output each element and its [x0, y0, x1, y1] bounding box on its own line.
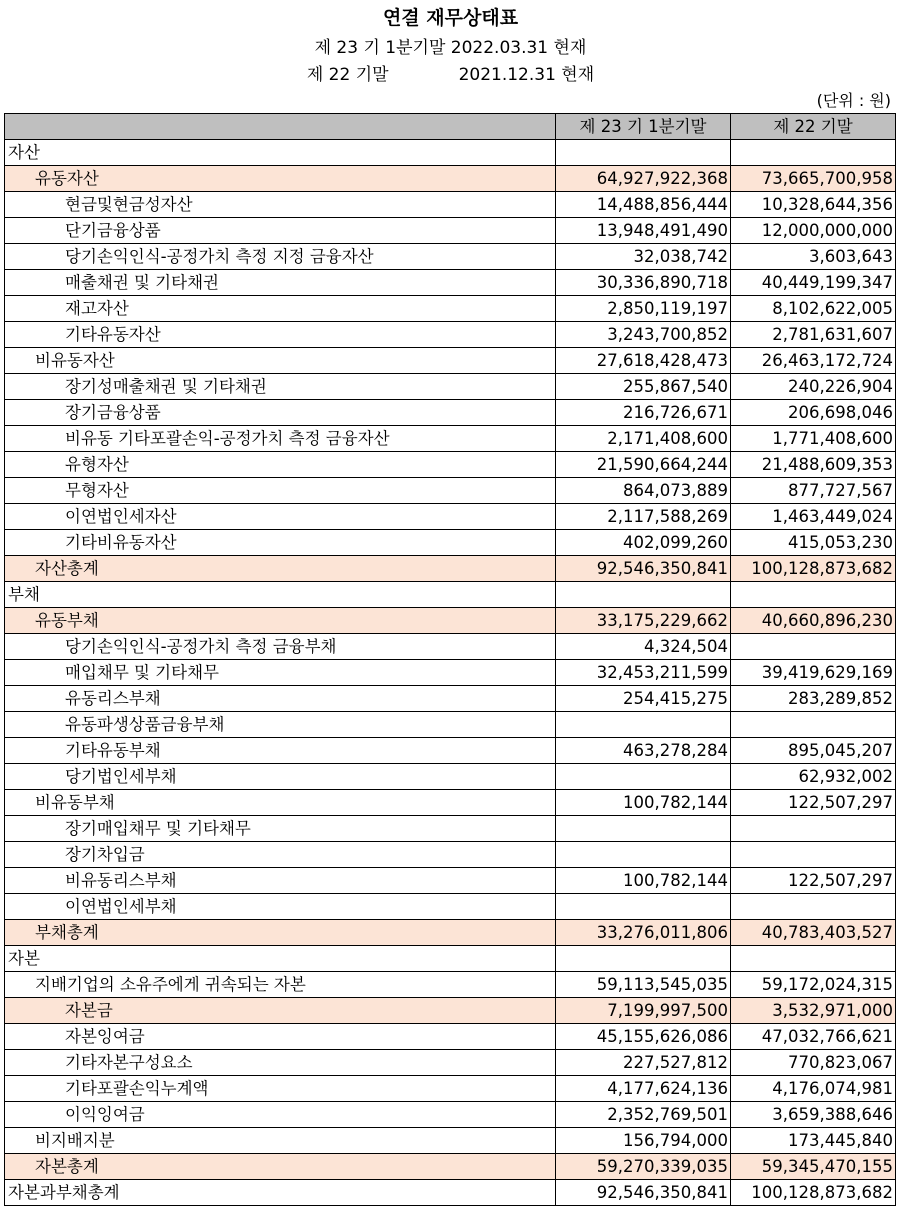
prior-period-value [731, 816, 896, 842]
prior-period-value: 100,128,873,682 [731, 556, 896, 582]
prior-period-value: 283,289,852 [731, 686, 896, 712]
prior-period-value: 770,823,067 [731, 1050, 896, 1076]
table-row [5, 374, 896, 400]
table-row [5, 712, 896, 738]
prior-period-value: 73,665,700,958 [731, 166, 896, 192]
current-period-value: 156,794,000 [556, 1128, 731, 1154]
prior-period-value: 2,781,631,607 [731, 322, 896, 348]
prior-period-value: 3,603,643 [731, 244, 896, 270]
current-period-value: 100,782,144 [556, 868, 731, 894]
header-current-period: 제 23 기 1분기말 [556, 114, 731, 140]
prior-period-value: 62,932,002 [731, 764, 896, 790]
table-row [5, 1050, 896, 1076]
table-row [5, 504, 896, 530]
row-label: 이연법인세자산 [5, 504, 556, 530]
prior-period-value: 1,463,449,024 [731, 504, 896, 530]
row-label: 매입채무 및 기타채무 [5, 660, 556, 686]
table-row [5, 634, 896, 660]
table-row [5, 1024, 896, 1050]
table-row [5, 426, 896, 452]
row-label: 비유동리스부채 [5, 868, 556, 894]
prior-period-value: 122,507,297 [731, 790, 896, 816]
prior-period-value: 21,488,609,353 [731, 452, 896, 478]
row-label: 단기금융상품 [5, 218, 556, 244]
period-prior [0, 60, 901, 85]
prior-period-value: 26,463,172,724 [731, 348, 896, 374]
period-prior-date: 2021.12.31 현재 [458, 65, 595, 85]
prior-period-value: 415,053,230 [731, 530, 896, 556]
table-row [5, 348, 896, 374]
row-label: 유형자산 [5, 452, 556, 478]
document-title: 연결 재무상태표 [382, 7, 519, 29]
prior-period-value: 877,727,567 [731, 478, 896, 504]
prior-period-value: 10,328,644,356 [731, 192, 896, 218]
row-label: 현금및현금성자산 [5, 192, 556, 218]
row-label: 부채총계 [5, 920, 556, 946]
prior-period-value: 40,449,199,347 [731, 270, 896, 296]
prior-period-value [731, 946, 896, 972]
table-row [5, 270, 896, 296]
prior-period-value: 12,000,000,000 [731, 218, 896, 244]
current-period-value [556, 764, 731, 790]
prior-period-value: 8,102,622,005 [731, 296, 896, 322]
prior-period-value: 59,172,024,315 [731, 972, 896, 998]
table-row [5, 998, 896, 1024]
prior-period-value [731, 842, 896, 868]
current-period-value: 27,618,428,473 [556, 348, 731, 374]
current-period-value: 4,324,504 [556, 634, 731, 660]
row-label: 당기손익인식-공정가치 측정 지정 금융자산 [5, 244, 556, 270]
current-period-value: 100,782,144 [556, 790, 731, 816]
current-period-value: 30,336,890,718 [556, 270, 731, 296]
row-label: 매출채권 및 기타채권 [5, 270, 556, 296]
row-label: 이연법인세부채 [5, 894, 556, 920]
table-row [5, 140, 896, 166]
current-period-value: 64,927,922,368 [556, 166, 731, 192]
current-period-value [556, 816, 731, 842]
prior-period-value: 3,659,388,646 [731, 1102, 896, 1128]
row-label: 장기금융상품 [5, 400, 556, 426]
table-row [5, 972, 896, 998]
row-label: 유동자산 [5, 166, 556, 192]
balance-sheet-table [4, 113, 896, 1206]
row-label: 장기성매출채권 및 기타채권 [5, 374, 556, 400]
row-label: 유동부채 [5, 608, 556, 634]
current-period-value: 4,177,624,136 [556, 1076, 731, 1102]
table-row [5, 400, 896, 426]
current-period-value: 463,278,284 [556, 738, 731, 764]
prior-period-value: 100,128,873,682 [731, 1180, 896, 1206]
row-label: 자본과부채총계 [5, 1180, 556, 1206]
table-row [5, 296, 896, 322]
prior-period-value: 206,698,046 [731, 400, 896, 426]
row-label: 무형자산 [5, 478, 556, 504]
current-period-value [556, 140, 731, 166]
period-current: 제 23 기 1분기말 2022.03.31 현재 [314, 38, 587, 58]
row-label: 재고자산 [5, 296, 556, 322]
table-row [5, 452, 896, 478]
row-label: 비유동부채 [5, 790, 556, 816]
table-row [5, 790, 896, 816]
current-period-value: 402,099,260 [556, 530, 731, 556]
table-row [5, 218, 896, 244]
current-period-value [556, 894, 731, 920]
prior-period-value: 1,771,408,600 [731, 426, 896, 452]
current-period-value [556, 842, 731, 868]
header-row [5, 114, 896, 140]
prior-period-value: 173,445,840 [731, 1128, 896, 1154]
row-label: 자본금 [5, 998, 556, 1024]
row-label: 자본 [5, 946, 556, 972]
current-period-value: 14,488,856,444 [556, 192, 731, 218]
table-row [5, 816, 896, 842]
current-period-value [556, 946, 731, 972]
prior-period-value: 122,507,297 [731, 868, 896, 894]
row-label: 부채 [5, 582, 556, 608]
current-period-value: 33,175,229,662 [556, 608, 731, 634]
current-period-value: 7,199,997,500 [556, 998, 731, 1024]
prior-period-value [731, 582, 896, 608]
table-row [5, 686, 896, 712]
current-period-value: 3,243,700,852 [556, 322, 731, 348]
table-row [5, 842, 896, 868]
prior-period-value: 895,045,207 [731, 738, 896, 764]
current-period-value [556, 712, 731, 738]
table-row [5, 738, 896, 764]
table-row [5, 192, 896, 218]
table-row [5, 946, 896, 972]
table-row [5, 894, 896, 920]
prior-period-value [731, 140, 896, 166]
current-period-value: 2,171,408,600 [556, 426, 731, 452]
prior-period-value: 3,532,971,000 [731, 998, 896, 1024]
current-period-value: 92,546,350,841 [556, 556, 731, 582]
row-label: 자본총계 [5, 1154, 556, 1180]
table-row [5, 166, 896, 192]
header-prior-period: 제 22 기말 [731, 114, 896, 140]
table-body [5, 140, 896, 1206]
prior-period-value: 40,660,896,230 [731, 608, 896, 634]
current-period-value [556, 582, 731, 608]
prior-period-value: 40,783,403,527 [731, 920, 896, 946]
table-row [5, 660, 896, 686]
current-period-value: 32,038,742 [556, 244, 731, 270]
current-period-value: 2,117,588,269 [556, 504, 731, 530]
row-label: 장기차입금 [5, 842, 556, 868]
row-label: 기타비유동자산 [5, 530, 556, 556]
table-row [5, 1076, 896, 1102]
current-period-value: 2,352,769,501 [556, 1102, 731, 1128]
table-row [5, 1154, 896, 1180]
current-period-value: 59,270,339,035 [556, 1154, 731, 1180]
table-row [5, 764, 896, 790]
table-row [5, 1180, 896, 1206]
row-label: 장기매입채무 및 기타채무 [5, 816, 556, 842]
prior-period-value: 240,226,904 [731, 374, 896, 400]
row-label: 비유동자산 [5, 348, 556, 374]
table-row [5, 920, 896, 946]
prior-period-value [731, 634, 896, 660]
table-row [5, 608, 896, 634]
row-label: 비지배지분 [5, 1128, 556, 1154]
current-period-value: 92,546,350,841 [556, 1180, 731, 1206]
unit-label: (단위 : 원) [816, 91, 891, 110]
current-period-value: 216,726,671 [556, 400, 731, 426]
row-label: 당기법인세부채 [5, 764, 556, 790]
period-prior-label: 제 22 기말 [306, 65, 389, 85]
table-row [5, 1128, 896, 1154]
prior-period-value: 59,345,470,155 [731, 1154, 896, 1180]
prior-period-value [731, 712, 896, 738]
table-row [5, 244, 896, 270]
row-label: 기타포괄손익누계액 [5, 1076, 556, 1102]
current-period-value: 33,276,011,806 [556, 920, 731, 946]
current-period-value: 45,155,626,086 [556, 1024, 731, 1050]
prior-period-value: 47,032,766,621 [731, 1024, 896, 1050]
table-row [5, 868, 896, 894]
current-period-value: 32,453,211,599 [556, 660, 731, 686]
current-period-value: 59,113,545,035 [556, 972, 731, 998]
table-row [5, 478, 896, 504]
row-label: 자본잉여금 [5, 1024, 556, 1050]
row-label: 자산총계 [5, 556, 556, 582]
current-period-value: 2,850,119,197 [556, 296, 731, 322]
row-label: 기타유동부채 [5, 738, 556, 764]
prior-period-value [731, 894, 896, 920]
row-label: 이익잉여금 [5, 1102, 556, 1128]
row-label: 자산 [5, 140, 556, 166]
row-label: 유동리스부채 [5, 686, 556, 712]
row-label: 지배기업의 소유주에게 귀속되는 자본 [5, 972, 556, 998]
current-period-value: 13,948,491,490 [556, 218, 731, 244]
current-period-value: 254,415,275 [556, 686, 731, 712]
current-period-value: 21,590,664,244 [556, 452, 731, 478]
current-period-value: 864,073,889 [556, 478, 731, 504]
table-row [5, 556, 896, 582]
current-period-value: 255,867,540 [556, 374, 731, 400]
header-label-cell [5, 114, 556, 140]
prior-period-value: 4,176,074,981 [731, 1076, 896, 1102]
current-period-value: 227,527,812 [556, 1050, 731, 1076]
row-label: 유동파생상품금융부채 [5, 712, 556, 738]
row-label: 비유동 기타포괄손익-공정가치 측정 금융자산 [5, 426, 556, 452]
row-label: 당기손익인식-공정가치 측정 금융부채 [5, 634, 556, 660]
prior-period-value: 39,419,629,169 [731, 660, 896, 686]
row-label: 기타자본구성요소 [5, 1050, 556, 1076]
table-row [5, 1102, 896, 1128]
table-row [5, 530, 896, 556]
row-label: 기타유동자산 [5, 322, 556, 348]
table-row [5, 322, 896, 348]
table-row [5, 582, 896, 608]
